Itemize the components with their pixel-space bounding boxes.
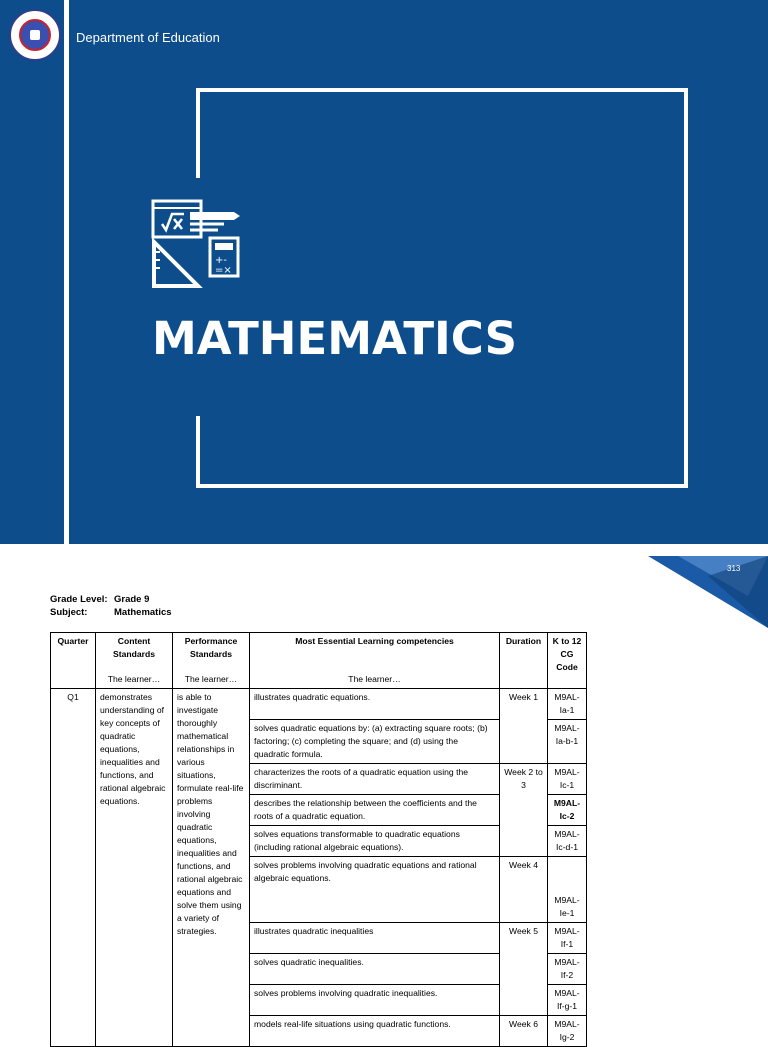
competency-cell: characterizes the roots of a quadratic equation using the discriminant.	[250, 764, 500, 795]
competency-cell: solves problems involving quadratic equations and rational algebraic equations.	[250, 857, 500, 923]
frame-line	[684, 88, 688, 488]
code-cell: M9AL-Ia-b-1	[548, 720, 587, 764]
competency-cell: solves quadratic equations by: (a) extracting square roots; (b) factoring; (c) completing the square; and (d) using the quadratic formula.	[250, 720, 500, 764]
duration-cell: Week 6	[500, 1016, 548, 1047]
subject-label: Subject:	[50, 607, 88, 618]
code-cell: M9AL-If-g-1	[548, 985, 587, 1016]
cover-title: MATHEMATICS	[152, 312, 518, 365]
melc-table	[50, 632, 587, 1047]
header-code: K to 12 CG Code	[548, 633, 587, 689]
math-tools-icon	[150, 198, 245, 288]
frame-line	[196, 88, 200, 178]
code-cell: M9AL-Ic-d-1	[548, 826, 587, 857]
header-learner-note: The learner…	[107, 674, 161, 684]
frame-line	[196, 484, 688, 488]
performance-standard-cell: is able to investigate thoroughly mathematical relationships in various situations, formulate real-life problems involving quadratic equations, inequalities and functions, and rational algebraic equations and solve them using a variety of strategies.	[173, 689, 250, 1047]
subject-value: Mathematics	[114, 607, 172, 618]
duration-cell: Week 4	[500, 857, 548, 923]
duration-cell: Week 5	[500, 923, 548, 1016]
code-cell: M9AL-If-1	[548, 923, 587, 954]
agency-name: Department of Education	[76, 30, 220, 45]
header-quarter: Quarter	[51, 633, 96, 689]
subject	[50, 607, 172, 618]
code-cell: M9AL-Ia-1	[548, 689, 587, 720]
deped-seal-icon	[9, 9, 61, 61]
competency-cell: models real-life situations using quadratic functions.	[250, 1016, 500, 1047]
table-header-row	[51, 633, 587, 689]
quarter-cell: Q1	[51, 689, 96, 1047]
table-row	[51, 689, 587, 720]
competency-cell: solves equations transformable to quadratic equations (including rational algebraic equations).	[250, 826, 500, 857]
frame-line	[196, 88, 688, 92]
duration-cell: Week 1	[500, 689, 548, 764]
competency-cell: describes the relationship between the coefficients and the roots of a quadratic equation.	[250, 795, 500, 826]
grade-level-value: Grade 9	[114, 594, 150, 605]
code-cell: M9AL-Ig-2	[548, 1016, 587, 1047]
frame-line	[196, 416, 200, 488]
svg-text:=×: =×	[215, 265, 232, 276]
competency-cell: solves quadratic inequalities.	[250, 954, 500, 985]
header-duration: Duration	[500, 633, 548, 689]
cover-stripe	[64, 0, 69, 544]
header-learner-note: The learner…	[348, 674, 401, 684]
header-melc: Most Essential Learning competencies The learner…	[250, 633, 500, 689]
competency-cell: illustrates quadratic equations.	[250, 689, 500, 720]
header-content-standards: Content Standards The learner…	[96, 633, 173, 689]
header-learner-note: The learner…	[184, 674, 238, 684]
competency-cell: solves problems involving quadratic inequalities.	[250, 985, 500, 1016]
code-cell: M9AL-Ic-1	[548, 764, 587, 795]
page-corner-ribbon	[648, 556, 768, 628]
svg-text:+-: +-	[215, 255, 227, 266]
code-cell: M9AL-Ie-1	[548, 857, 587, 923]
code-cell: M9AL-If-2	[548, 954, 587, 985]
code-cell: M9AL-Ic-2	[548, 795, 587, 826]
grade-level	[50, 594, 150, 605]
content-standard-cell: demonstrates understanding of key concepts of quadratic equations, inequalities and functions, and rational algebraic equations.	[96, 689, 173, 1047]
page-number: 313	[727, 564, 741, 573]
duration-cell: Week 2 to 3	[500, 764, 548, 857]
competency-cell: illustrates quadratic inequalities	[250, 923, 500, 954]
grade-level-label: Grade Level:	[50, 594, 108, 605]
header-performance-standards: Performance Standards The learner…	[173, 633, 250, 689]
